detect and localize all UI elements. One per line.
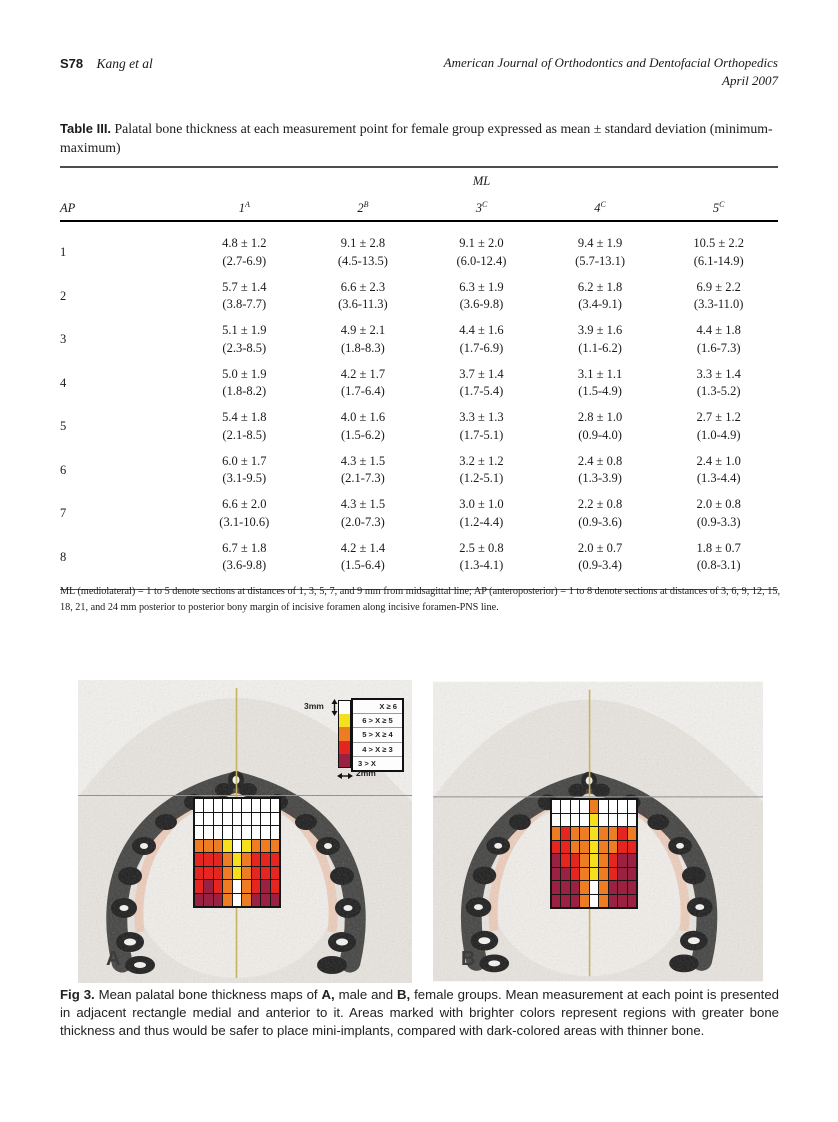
heatmap-cell <box>195 867 203 880</box>
heatmap-cell <box>552 881 560 894</box>
heatmap-cell <box>561 841 569 854</box>
data-table <box>60 166 778 590</box>
text-segment: A, <box>321 987 335 1002</box>
heatmap-cell <box>195 799 203 812</box>
heatmap-cell <box>252 826 260 839</box>
heatmap-cell <box>580 854 588 867</box>
table-cell: 2.2 ± 0.8 (0.9-3.6) <box>577 497 623 529</box>
heatmap-cell <box>618 895 626 908</box>
table-cell: 3.3 ± 1.3 (1.7-5.1) <box>459 410 504 442</box>
legend-swatch <box>339 727 350 740</box>
heatmap-cell <box>214 880 222 893</box>
legend-entry: 4 > X ≥ 3 <box>353 743 402 757</box>
table-cell: 4.2 ± 1.7 (1.7-6.4) <box>340 366 386 399</box>
horizontal-double-arrow-icon <box>337 772 353 780</box>
heatmap-cell <box>242 867 250 880</box>
heatmap-cell <box>552 841 560 854</box>
heatmap-cell <box>214 853 222 866</box>
heatmap-cell <box>561 854 569 867</box>
heatmap-cell <box>609 800 617 813</box>
row-header-ap: 7 <box>60 506 67 521</box>
heatmap-cell <box>195 853 203 866</box>
table-cell: 9.1 ± 2.8 (4.5-13.5) <box>337 236 388 268</box>
col-header: $5^C$ <box>712 199 725 215</box>
heatmap-cell <box>223 880 231 893</box>
heatmap-cell <box>590 854 598 867</box>
heatmap-cell <box>233 880 241 893</box>
heatmap-cell <box>204 894 212 907</box>
heatmap-cell <box>599 841 607 854</box>
figure-caption <box>60 986 779 1040</box>
heatmap-cell <box>271 867 279 880</box>
heatmap-cell <box>252 799 260 812</box>
heatmap-cell <box>580 868 588 881</box>
heatmap-cell <box>204 867 212 880</box>
heatmap-cell <box>628 800 636 813</box>
table-cell: 3.0 ± 1.0 (1.2-4.4) <box>459 497 504 529</box>
table-row <box>60 362 778 406</box>
table-cell: 6.9 ± 2.2 (3.3-11.0) <box>693 279 744 312</box>
heatmap-cell <box>580 800 588 813</box>
row-header-ap: 4 <box>60 375 67 390</box>
heatmap-cell <box>599 895 607 908</box>
heatmap-cell <box>252 867 260 880</box>
heatmap-grid-male <box>193 797 281 908</box>
heatmap-cell <box>271 894 279 907</box>
heatmap-cell <box>204 813 212 826</box>
heatmap-cell <box>195 813 203 826</box>
heatmap-cell <box>252 840 260 853</box>
heatmap-cell <box>233 894 241 907</box>
heatmap-cell <box>223 826 231 839</box>
table-cell: 4.8 ± 1.2 (2.7-6.9) <box>222 236 267 268</box>
heatmap-cell <box>233 840 241 853</box>
panel-letter-b: B <box>461 948 476 970</box>
heatmap-cell <box>580 895 588 908</box>
text-segment: female groups. Mean measurement at each point is presented in adjacent rectangle medial and anterior to it. Areas marked with brighter colors represent regions with greater bone thickness and thus would be safer to place mini-implants, compared with dark-colored areas with thinner bone. <box>60 987 779 1038</box>
heatmap-cell <box>590 841 598 854</box>
heatmap-cell <box>233 867 241 880</box>
heatmap-cell <box>261 867 269 880</box>
text-segment: male and <box>334 987 398 1002</box>
table-cell: 6.6 ± 2.0 (3.1-10.6) <box>219 497 270 529</box>
heatmap-cell <box>599 814 607 827</box>
heatmap-cell <box>628 814 636 827</box>
legend-swatch <box>339 714 350 727</box>
heatmap-cell <box>590 827 598 840</box>
table-body <box>60 231 778 579</box>
table-cell: 6.7 ± 1.8 (3.6-9.8) <box>222 540 267 573</box>
table-cell: 9.4 ± 1.9 (5.7-13.1) <box>575 236 626 268</box>
heatmap-cell <box>204 826 212 839</box>
heatmap-cell <box>204 853 212 866</box>
heatmap-cell <box>571 895 579 908</box>
heatmap-cell <box>628 854 636 867</box>
heatmap-cell <box>580 814 588 827</box>
table-cell: 4.9 ± 2.1 (1.8-8.3) <box>340 323 386 355</box>
table-cell: 5.7 ± 1.4 (3.8-7.7) <box>222 279 267 312</box>
heatmap-cell <box>561 895 569 908</box>
table-cell: 4.3 ± 1.5 (2.1-7.3) <box>340 453 386 486</box>
table-cell: 6.3 ± 1.9 (3.6-9.8) <box>459 279 504 312</box>
table-cell: 3.1 ± 1.1 (1.5-4.9) <box>577 366 623 399</box>
table-cell: 4.4 ± 1.6 (1.7-6.9) <box>459 323 504 355</box>
heatmap-cell <box>195 880 203 893</box>
heatmap-cell <box>214 826 222 839</box>
table-cell: 5.1 ± 1.9 (2.3-8.5) <box>222 323 267 355</box>
table-cell: 9.1 ± 2.0 (6.0-12.4) <box>456 236 507 268</box>
table-cell: 3.3 ± 1.4 (1.3-5.2) <box>696 366 741 399</box>
heatmap-cell <box>261 840 269 853</box>
heatmap-cell <box>233 853 241 866</box>
text-segment: Mean palatal bone thickness maps of <box>94 987 322 1002</box>
heatmap-cell <box>571 881 579 894</box>
table-cell: 2.7 ± 1.2 (1.0-4.9) <box>696 410 741 442</box>
heatmap-cell <box>233 799 241 812</box>
heatmap-cell <box>223 853 231 866</box>
figure-panel-b <box>433 680 763 983</box>
heatmap-cell <box>242 840 250 853</box>
heatmap-cell <box>571 814 579 827</box>
heatmap-cell <box>261 813 269 826</box>
legend-width-label: 2mm <box>356 768 376 778</box>
heatmap-cell <box>195 826 203 839</box>
heatmap-cell <box>628 827 636 840</box>
heatmap-cell <box>214 799 222 812</box>
heatmap-cell <box>261 853 269 866</box>
heatmap-cell <box>214 867 222 880</box>
table-cell: 2.8 ± 1.0 (0.9-4.0) <box>577 410 623 442</box>
heatmap-cell <box>252 894 260 907</box>
table-row <box>60 449 778 493</box>
table-cell: 5.0 ± 1.9 (1.8-8.2) <box>222 366 267 399</box>
heatmap-cell <box>204 799 212 812</box>
heatmap-cell <box>271 853 279 866</box>
table-cell: 2.5 ± 0.8 (1.3-4.1) <box>459 540 504 573</box>
journal-issue: April 2007 <box>722 73 778 88</box>
table-cell: 2.0 ± 0.7 (0.9-3.4) <box>577 540 623 573</box>
legend-swatches <box>338 700 351 768</box>
table-cell: 3.7 ± 1.4 (1.7-5.4) <box>459 366 504 399</box>
heatmap-cell <box>609 895 617 908</box>
row-header-ap: 5 <box>60 419 67 434</box>
heatmap-cell <box>618 854 626 867</box>
table-cell: 2.4 ± 0.8 (1.3-3.9) <box>577 453 623 486</box>
table-cell: 4.3 ± 1.5 (2.0-7.3) <box>340 497 386 529</box>
heatmap-cell <box>580 827 588 840</box>
heatmap-cell <box>252 880 260 893</box>
legend-entry: X ≥ 6 <box>353 700 402 714</box>
heatmap-cell <box>552 800 560 813</box>
heatmap-cell <box>552 868 560 881</box>
table-row <box>60 536 778 580</box>
table-row <box>60 275 778 319</box>
heatmap-cell <box>223 867 231 880</box>
heatmap-cell <box>242 826 250 839</box>
heatmap-cell <box>618 800 626 813</box>
table-group-header-row <box>60 168 778 192</box>
heatmap-cell <box>599 868 607 881</box>
heatmap-cell <box>609 868 617 881</box>
table-cell: 4.2 ± 1.4 (1.5-6.4) <box>340 540 386 573</box>
heatmap-cell <box>571 841 579 854</box>
heatmap-cell <box>609 881 617 894</box>
heatmap-cell <box>271 799 279 812</box>
table-cell: 6.2 ± 1.8 (3.4-9.1) <box>577 279 623 312</box>
heatmap-cell <box>271 840 279 853</box>
table-cell: 10.5 ± 2.2 (6.1-14.9) <box>693 236 744 268</box>
legend-entry: 5 > X ≥ 4 <box>353 728 402 742</box>
heatmap-cell <box>561 827 569 840</box>
legend-height-label: 3mm <box>304 701 324 711</box>
heatmap-cell <box>214 840 222 853</box>
heatmap-cell <box>609 827 617 840</box>
journal-name: American Journal of Orthodontics and Dentofacial Orthopedics <box>443 55 778 70</box>
table-cell: 6.0 ± 1.7 (3.1-9.5) <box>222 453 267 486</box>
legend-entry: 3 > X <box>353 757 402 770</box>
heatmap-cell <box>242 853 250 866</box>
heatmap-cell <box>628 895 636 908</box>
heatmap-cell <box>590 881 598 894</box>
heatmap-cell <box>261 826 269 839</box>
legend-swatch <box>339 741 350 754</box>
row-header-ap: 1 <box>60 245 67 260</box>
heatmap-cell <box>609 854 617 867</box>
legend-entry: 6 > X ≥ 5 <box>353 714 402 728</box>
heatmap-cell <box>628 881 636 894</box>
row-header-ap: 6 <box>60 462 67 477</box>
heatmap-cell <box>571 868 579 881</box>
running-head-right <box>444 54 778 90</box>
heatmap-cell <box>561 868 569 881</box>
col-header: $3^C$ <box>475 199 488 215</box>
heatmap-cell <box>552 814 560 827</box>
heatmap-cell <box>561 881 569 894</box>
table-row <box>60 492 778 536</box>
thickness-legend <box>304 696 408 786</box>
table-cell: 3.2 ± 1.2 (1.2-5.1) <box>459 453 504 486</box>
figure-panel-a <box>78 680 412 983</box>
text-segment: Table III. <box>60 121 112 136</box>
col-header: $2^B$ <box>357 199 369 215</box>
heatmap-cell <box>204 880 212 893</box>
legend-swatch <box>339 701 350 714</box>
heatmap-cell <box>571 800 579 813</box>
table-cell: 2.4 ± 1.0 (1.3-4.4) <box>696 453 741 486</box>
heatmap-cell <box>233 826 241 839</box>
heatmap-cell <box>571 827 579 840</box>
table-cell: 6.6 ± 2.3 (3.6-11.3) <box>338 279 388 312</box>
text-segment: Palatal bone thickness at each measurement point for female group expressed as mean ± standard deviation (minimum-maximum) <box>60 121 773 155</box>
heatmap-cell <box>590 814 598 827</box>
heatmap-cell <box>590 868 598 881</box>
heatmap-cell <box>599 827 607 840</box>
text-segment: Fig 3. <box>60 987 95 1002</box>
table-col-headers <box>60 192 778 222</box>
heatmap-cell <box>261 894 269 907</box>
heatmap-cell <box>242 799 250 812</box>
table-cell: 2.0 ± 0.8 (0.9-3.3) <box>696 497 741 529</box>
table-row <box>60 405 778 449</box>
heatmap-cell <box>252 813 260 826</box>
heatmap-cell <box>223 813 231 826</box>
vertical-double-arrow-icon <box>331 699 338 716</box>
heatmap-cell <box>580 841 588 854</box>
row-header-ap: 8 <box>60 549 67 564</box>
heatmap-cell <box>590 800 598 813</box>
row-header-ap: 2 <box>60 288 67 303</box>
heatmap-cell <box>223 840 231 853</box>
table-footnote: ML (mediolateral) = 1 to 5 denote sections at distances of 1, 3, 5, 7, and 9 mm from midsagittal line; AP (anteroposterior) = 1 to 8 denote sections at distances of 3, 6, 9, 12, 15, 18, 21, and 24 mm posterior to posterior bony margin of incisive foramen along incisive foramen-PNS line. <box>60 586 780 613</box>
table-cell: 4.4 ± 1.8 (1.6-7.3) <box>696 323 741 355</box>
running-head-left <box>60 56 153 72</box>
heatmap-grid-female <box>550 798 638 909</box>
heatmap-cell <box>618 814 626 827</box>
heatmap-cell <box>618 881 626 894</box>
table-cell: 1.8 ± 0.7 (0.8-3.1) <box>696 540 741 573</box>
col-header: $1^A$ <box>238 199 250 215</box>
heatmap-cell <box>580 881 588 894</box>
heatmap-cell <box>628 868 636 881</box>
heatmap-cell <box>271 826 279 839</box>
heatmap-cell <box>599 854 607 867</box>
heatmap-cell <box>242 894 250 907</box>
heatmap-cell <box>214 813 222 826</box>
text-segment: B, <box>397 987 411 1002</box>
table-cell: 4.0 ± 1.6 (1.5-6.2) <box>340 410 386 442</box>
table-row <box>60 318 778 362</box>
heatmap-cell <box>599 800 607 813</box>
heatmap-cell <box>242 813 250 826</box>
row-header-ap: 3 <box>60 332 67 347</box>
heatmap-cell <box>204 840 212 853</box>
heatmap-cell <box>252 853 260 866</box>
heatmap-cell <box>242 880 250 893</box>
heatmap-cell <box>590 895 598 908</box>
heatmap-cell <box>233 813 241 826</box>
heatmap-cell <box>618 827 626 840</box>
heatmap-cell <box>214 894 222 907</box>
heatmap-cell <box>618 868 626 881</box>
heatmap-cell <box>552 895 560 908</box>
table-cell: 5.4 ± 1.8 (2.1-8.5) <box>222 410 267 442</box>
col-header: $4^C$ <box>594 199 606 215</box>
heatmap-cell <box>618 841 626 854</box>
heatmap-cell <box>561 814 569 827</box>
page-number: S78 <box>60 56 84 71</box>
legend-table <box>351 698 404 772</box>
table-title <box>60 119 782 157</box>
heatmap-cell <box>195 840 203 853</box>
heatmap-cell <box>223 894 231 907</box>
heatmap-cell <box>552 854 560 867</box>
heatmap-cell <box>561 800 569 813</box>
heatmap-cell <box>571 854 579 867</box>
heatmap-cell <box>261 880 269 893</box>
heatmap-cell <box>195 894 203 907</box>
group-header-ml: ML <box>472 174 491 188</box>
table-row <box>60 231 778 275</box>
legend-swatch <box>339 754 350 767</box>
heatmap-cell <box>552 827 560 840</box>
heatmap-cell <box>271 880 279 893</box>
panel-letter-a: A <box>106 948 121 970</box>
authors: Kang et al <box>96 56 153 71</box>
heatmap-cell <box>628 841 636 854</box>
heatmap-cell <box>609 841 617 854</box>
heatmap-cell <box>223 799 231 812</box>
col-header-ap: AP <box>60 201 76 215</box>
heatmap-cell <box>599 881 607 894</box>
heatmap-cell <box>261 799 269 812</box>
table-cell: 3.9 ± 1.6 (1.1-6.2) <box>577 323 623 355</box>
heatmap-cell <box>609 814 617 827</box>
heatmap-cell <box>271 813 279 826</box>
